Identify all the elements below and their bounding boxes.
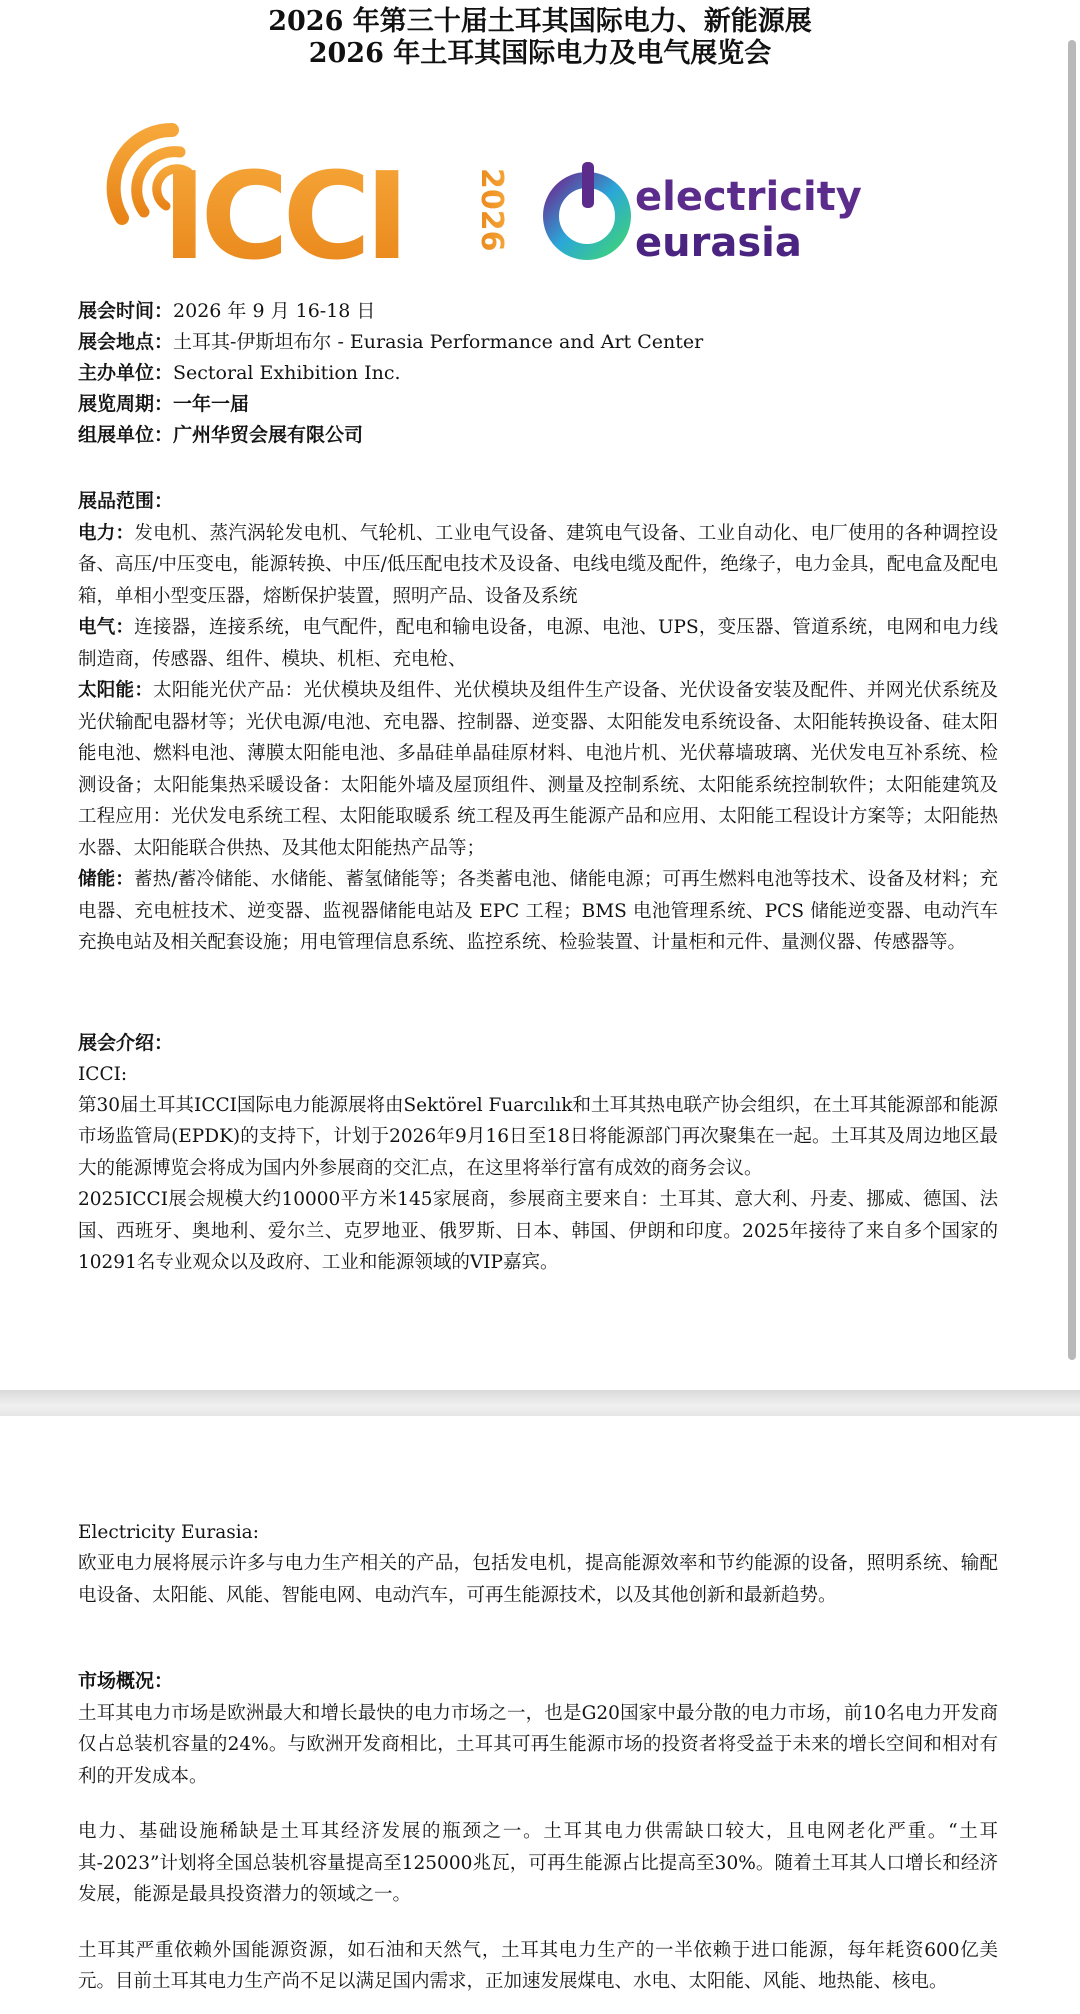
icci-logo-year: 2026 [474, 168, 509, 252]
info-value: 土耳其-伊斯坦布尔 - Eurasia Performance and Art Center [173, 331, 704, 353]
exhibition-info [78, 296, 703, 451]
info-value: 广州华贸会展有限公司 [173, 424, 364, 446]
info-row-cycle [78, 389, 703, 420]
scope-item-text: 太阳能光伏产品：光伏模块及组件、光伏模块及组件生产设备、光伏设备安装及配件、并网光伏系统及光伏输配电器材等；光伏电源/电池、充电器、控制器、逆变器、太阳能发电系统设备、太阳能转换设备、硅太阳能电池、燃料电池、薄膜太阳能电池、多晶硅单晶硅原材料、电池片机、光伏幕墙玻璃、光伏发电互补系统、检测设备；太阳能集热采暖设备：太阳能外墙及屋顶组件、测量及控制系统、太阳能系统控制软件；太阳能建筑及工程应用：光伏发电系统工程、太阳能取暖系 统工程及再生能源产品和应用、太阳能工程设计方案等；太阳能热水器、太阳能联合供热、及其他太阳能热产品等； [78, 680, 998, 859]
icci-label: ICCI: [78, 1063, 128, 1085]
ee-label: Electricity Eurasia: [78, 1522, 259, 1543]
scope-item-text: 蓄热/蓄冷储能、水储能、蓄氢储能等；各类蓄电池、储能电源；可再生燃料电池等技术、设备及材料；充电器、充电桩技术、逆变器、监视器储能电站及 EPC 工程；BMS 电池管理系统、PCS 储能逆变器、电动汽车充换电站及相关配套设施；用电管理信息系统、监控系统、检验装置、计量柜和元件、量测仪器、传感器等。 [78, 869, 998, 953]
logo-line-electricity: electricity [635, 174, 862, 220]
scope-item-power [78, 518, 998, 613]
paragraph-spacer [78, 1792, 998, 1816]
market-paragraph-3: 土耳其严重依赖外国能源资源，如石油和天然气，土耳其电力生产的一半依赖于进口能源，每年耗资600亿美元。目前土耳其电力生产尚不足以满足国内需求，正加速发展煤电、水电、太阳能、风能、地热能、核电。 [78, 1939, 998, 1992]
scope-item-label: 电力： [78, 522, 135, 544]
icci-logo-text: ICCI [162, 148, 404, 287]
exhibit-scope-section [78, 486, 998, 959]
market-paragraph-2: 电力、基础设施稀缺是土耳其经济发展的瓶颈之一。土耳其电力供需缺口较大，且电网老化严重。“土耳其-2023”计划将全国总装机容量提高至125000兆瓦，可再生能源占比提高至30%。随着土耳其人口增长和经济发展，能源是最具投资潜力的领域之一。 [78, 1821, 998, 1905]
page-title: 2026 年第三十届土耳其国际电力、新能源展 [268, 6, 812, 37]
info-value: 一年一届 [173, 393, 250, 415]
info-row-venue [78, 327, 703, 358]
info-label: 组展单位： [78, 424, 174, 446]
scope-item-text: 发电机、蒸汽涡轮发电机、气轮机、工业电气设备、建筑电气设备、工业自动化、电厂使用的各种调控设备、高压/中压变电，能源转换、中压/低压配电技术及设备、电线电缆及配件，绝缘子，电力金具，配电盒及配电箱，单相小型变压器，熔断保护装置，照明产品、设备及系统 [78, 522, 998, 607]
power-ring-icon [551, 162, 623, 252]
icci-logo [100, 108, 509, 287]
info-value: Sectoral Exhibition Inc. [173, 362, 401, 384]
ee-paragraph: 欧亚电力展将展示许多与电力生产相关的产品，包括发电机，提高能源效率和节约能源的设备，照明系统、输配电设备、太阳能、风能、智能电网、电动汽车，可再生能源技术，以及其他创新和最新趋势。 [78, 1553, 998, 1606]
info-row-organizer [78, 358, 703, 389]
icci-paragraph-1: 第30届土耳其ICCI国际电力能源展将由Sektörel Fuarcılık和土耳其热电联产协会组织，在土耳其能源部和能源市场监管局(EPDK)的支持下，计划于2026年9月16日至18日将能源部门再次聚集在一起。土耳其及周边地区最大的能源博览会将成为国内外参展商的交汇点，在这里将举行富有成效的商务会议。 [78, 1094, 998, 1179]
market-paragraph-1: 土耳其电力市场是欧洲最大和增长最快的电力市场之一，也是G20国家中最分散的电力市场，前10名电力开发商仅占总装机容量的24%。与欧洲开发商相比，土耳其可再生能源市场的投资者将受益于未来的增长空间和相对有利的开发成本。 [78, 1702, 998, 1787]
scope-item-label: 电气： [78, 617, 135, 638]
electricity-eurasia-section [78, 1518, 998, 1611]
scrollbar[interactable] [1068, 40, 1076, 1360]
electricity-eurasia-logo [545, 160, 945, 270]
scope-item-storage [78, 864, 998, 959]
info-label: 主办单位： [78, 362, 174, 384]
page-separator [0, 1390, 1080, 1416]
icci-paragraph-2: 2025ICCI展会规模大约10000平方米145家展商，参展商主要来自：土耳其、意大利、丹麦、挪威、德国、法国、西班牙、奥地利、爱尔兰、克罗地亚、俄罗斯、日本、韩国、伊朗和印度。2025年接待了来自多个国家的10291名专业观众以及政府、工业和能源领域的VIP嘉宾。 [78, 1189, 998, 1273]
document-page-2 [0, 1416, 1080, 2014]
scope-item-text: 连接器，连接系统，电气配件，配电和输电设备，电源、电池、UPS，变压器、管道系统，电网和电力线制造商，传感器、组件、模块、机柜、充电枪、 [78, 617, 998, 670]
info-row-date [78, 296, 703, 327]
page-subtitle: 2026 年土耳其国际电力及电气展览会 [308, 38, 772, 69]
info-label: 展会时间： [78, 300, 174, 322]
paragraph-spacer [78, 1911, 998, 1935]
info-label: 展会地点： [78, 331, 174, 353]
logo-line-eurasia: eurasia [635, 220, 802, 266]
scope-item-label: 太阳能： [78, 680, 154, 701]
section-heading: 市场概况： [78, 1670, 174, 1692]
info-label: 展览周期： [78, 393, 174, 415]
market-overview-section [78, 1666, 998, 1998]
section-heading: 展会介绍： [78, 1032, 174, 1054]
exhibition-intro-section [78, 1028, 998, 1279]
scope-item-label: 储能： [78, 869, 134, 890]
info-value: 2026 年 9 月 16-18 日 [173, 300, 376, 322]
section-heading: 展品范围： [78, 490, 174, 512]
scope-item-electrical [78, 612, 998, 675]
info-row-agent [78, 420, 703, 451]
scope-item-solar [78, 675, 998, 864]
